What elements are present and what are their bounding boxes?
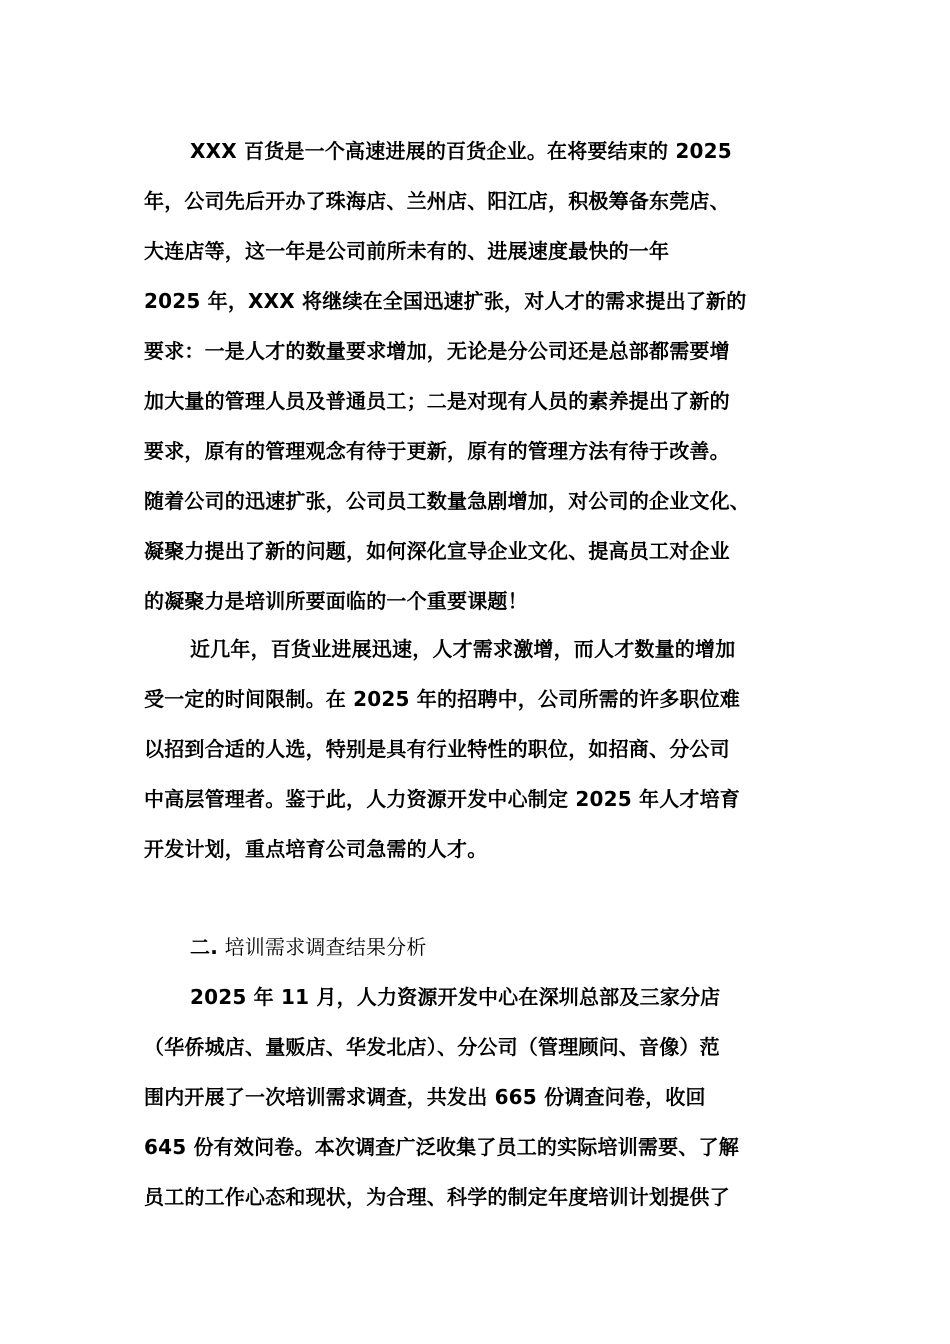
paragraph-2-line-2: 受一定的时间限制。在 2025 年的招聘中，公司所需的许多职位难 [144,687,740,711]
paragraph-1-line-8: 随着公司的迅速扩张，公司员工数量急剧增加，对公司的企业文化、 [144,489,750,513]
paragraph-2-line-4: 中高层管理者。鉴于此，人力资源开发中心制定 2025 年人才培育 [144,787,740,811]
section-title: 培训需求调查结果分析 [224,935,427,959]
paragraph-1-line-2: 年，公司先后开办了珠海店、兰州店、阳江店，积极筹备东莞店、 [144,189,730,213]
paragraph-3-line-4: 645 份有效问卷。本次调查广泛收集了员工的实际培训需要、了解 [144,1135,739,1159]
paragraph-1-line-9: 凝聚力提出了新的问题，如何深化宣导企业文化、提高员工对企业 [144,539,730,563]
paragraph-2-line-1: 近几年，百货业进展迅速，人才需求激增，而人才数量的增加 [190,637,736,661]
section-number: 二. [190,935,218,959]
paragraph-1-line-3: 大连店等，这一年是公司前所未有的、进展速度最快的一年 [144,239,670,263]
paragraph-1-line-1: XXX 百货是一个高速进展的百货企业。在将要结束的 2025 [190,139,732,163]
paragraph-1-line-5: 要求：一是人才的数量要求增加，无论是分公司还是总部都需要增 [144,339,730,363]
paragraph-1-line-4: 2025 年，XXX 将继续在全国迅速扩张，对人才的需求提出了新的 [144,289,747,313]
paragraph-2-line-5: 开发计划，重点培育公司急需的人才。 [144,837,488,861]
paragraph-3-line-2: （华侨城店、量贩店、华发北店）、分公司（管理顾问、音像）范 [144,1035,720,1059]
paragraph-2-line-3: 以招到合适的人选，特别是具有行业特性的职位，如招商、分公司 [144,737,730,761]
paragraph-3-line-5: 员工的工作心态和现状，为合理、科学的制定年度培训计划提供了 [144,1185,730,1209]
paragraph-3-line-3: 围内开展了一次培训需求调查，共发出 665 份调查问卷，收回 [144,1085,706,1109]
paragraph-1-line-10: 的凝聚力是培训所要面临的一个重要课题！ [144,589,528,613]
paragraph-1-line-7: 要求，原有的管理观念有待于更新，原有的管理方法有待于改善。 [144,439,730,463]
paragraph-3-line-1: 2025 年 11 月，人力资源开发中心在深圳总部及三家分店 [190,985,721,1009]
paragraph-1-line-6: 加大量的管理人员及普通员工；二是对现有人员的素养提出了新的 [144,389,730,413]
section-heading [190,932,870,962]
